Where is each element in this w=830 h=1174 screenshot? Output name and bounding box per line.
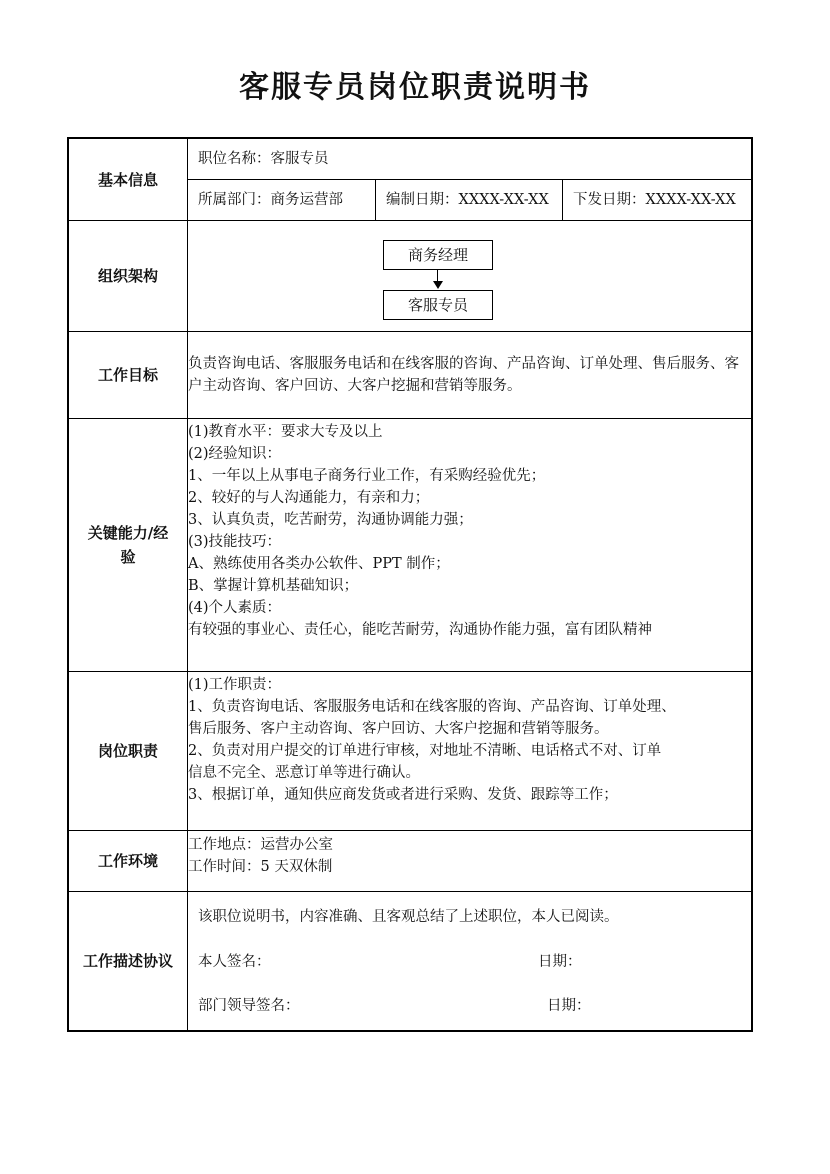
agreement-statement: 该职位说明书，内容准确、且客观总结了上述职位，本人已阅读。 <box>198 909 619 925</box>
duty-line: 信息不完全、恶意订单等进行确认。 <box>188 765 420 781</box>
key-ability-content <box>188 419 753 672</box>
duty-line: 3、根据订单，通知供应商发货或者进行采购、发货、跟踪等工作； <box>188 787 618 803</box>
position-name: 职位名称：客服专员 <box>198 151 329 167</box>
duties-content <box>188 672 753 831</box>
ability-line: 有较强的事业心、责任心，能吃苦耐劳，沟通协作能力强，富有团队精神 <box>188 622 652 638</box>
ability-line: 2、较好的与人沟通能力，有亲和力； <box>188 490 430 506</box>
environment-content <box>188 831 753 892</box>
environment-row <box>68 831 752 892</box>
environment-label: 工作环境 <box>68 831 188 892</box>
department: 所属部门：商务运营部 <box>198 192 343 208</box>
duty-line: 1、负责咨询电话、客服服务电话和在线客服的咨询、产品咨询、订单处理、 <box>188 699 676 715</box>
self-signature-field: 本人签名： <box>198 954 271 970</box>
basic-info-label: 基本信息 <box>68 138 188 221</box>
work-goal-content <box>188 332 753 419</box>
work-location: 工作地点：运营办公室 <box>188 837 333 853</box>
key-ability-row <box>68 419 752 672</box>
agreement-label: 工作描述协议 <box>68 892 188 1032</box>
work-goal-label: 工作目标 <box>68 332 188 419</box>
org-structure-content <box>188 221 753 332</box>
basic-info-row <box>68 138 752 221</box>
ability-line: (2)经验知识： <box>188 446 282 462</box>
duties-row <box>68 672 752 831</box>
org-box-specialist: 客服专员 <box>383 290 493 320</box>
duties-label: 岗位职责 <box>68 672 188 831</box>
leader-date-field: 日期： <box>547 998 591 1014</box>
ability-line: B、掌握计算机基础知识； <box>188 578 359 594</box>
duty-line: 售后服务、客户主动咨询、客户回访、大客户挖掘和营销等服务。 <box>188 721 609 737</box>
leader-signature-field: 部门领导签名： <box>198 998 300 1014</box>
ability-line: 1、一年以上从事电子商务行业工作，有采购经验优先； <box>188 468 546 484</box>
work-goal-row <box>68 332 752 419</box>
org-chart <box>188 221 751 331</box>
ability-line: A、熟练使用各类办公软件、PPT 制作； <box>188 556 450 572</box>
basic-info-line-1 <box>188 139 751 179</box>
work-goal-text: 负责咨询电话、客服服务电话和在线客服的咨询、产品咨询、订单处理、售后服务、客户主动咨询、客户回访、大客户挖掘和营销等服务。 <box>188 356 739 394</box>
key-ability-label: 关键能力/经 验 <box>68 419 188 672</box>
basic-info-line-2 <box>188 179 751 220</box>
org-connector-arrow-icon <box>433 281 443 289</box>
org-structure-label: 组织架构 <box>68 221 188 332</box>
ability-line: (4)个人素质： <box>188 600 282 616</box>
job-description-table <box>67 137 753 1032</box>
org-structure-row <box>68 221 752 332</box>
issue-date: 下发日期：XXXX-XX-XX <box>562 180 751 220</box>
work-schedule: 工作时间：5 天双休制 <box>188 859 333 875</box>
page-title: 客服专员岗位职责说明书 <box>239 70 591 105</box>
duty-line: (1)工作职责： <box>188 677 282 693</box>
ability-line: (3)技能技巧： <box>188 534 282 550</box>
duty-line: 2、负责对用户提交的订单进行审核，对地址不清晰、电话格式不对、订单 <box>188 743 662 759</box>
self-date-field: 日期： <box>538 954 582 970</box>
agreement-row <box>68 892 752 1032</box>
ability-line: 3、认真负责，吃苦耐劳，沟通协调能力强； <box>188 512 473 528</box>
org-box-manager: 商务经理 <box>383 240 493 270</box>
agreement-content <box>188 892 753 1032</box>
compile-date: 编制日期：XXXX-XX-XX <box>375 180 562 220</box>
ability-line: (1)教育水平：要求大专及以上 <box>188 424 383 440</box>
basic-info-content <box>188 138 753 221</box>
